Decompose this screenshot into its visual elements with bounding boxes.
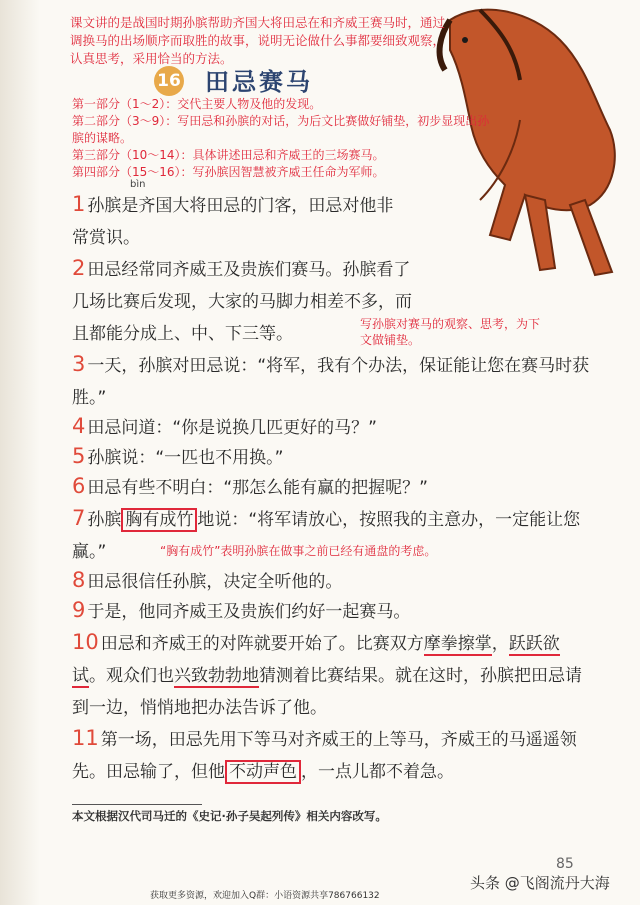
paragraph-text: 。观众们也 (89, 666, 174, 686)
promo-footer: 获取更多资源，欢迎加入Q群：小语资源共享786766132 (150, 891, 380, 901)
paragraph-text: ，一点儿都不着急。 (301, 762, 454, 782)
margin-note-observation: 写孙膑对赛马的观察、思考，为下文做铺垫。 (360, 317, 541, 347)
paragraph-10 (72, 626, 592, 724)
outline-part-1: 第一部分（1～2）：交代主要人物及他的发现。 (72, 97, 322, 111)
underlined-phrase: 跃跃欲试 (72, 634, 560, 686)
paragraph-8 (72, 564, 592, 598)
paragraph-text: 猜测着比赛结果。就在这时，孙膑把田忌请到一边，悄悄地把办法告诉了他。 (72, 666, 582, 718)
outline-part-4: 第四部分（15～16）：写孙膑因智慧被齐威王任命为军师。 (72, 165, 385, 179)
page-margin-shadow (0, 0, 40, 905)
paragraph-number: 3 (72, 352, 86, 376)
paragraph-text: 孙膑 (87, 510, 122, 530)
watermark: 头条 @飞阁流丹大海 (470, 874, 610, 892)
paragraph-text: 地说：“将军请放心，按照我的主意办，一定能让您赢。” (72, 510, 581, 562)
paragraph-4 (72, 410, 592, 444)
paragraph-number: 9 (72, 598, 86, 622)
footnote: 本文根据汉代司马迁的《史记·孙子吴起列传》相关内容改写。 (72, 809, 387, 823)
paragraph-number: 1 (72, 192, 86, 216)
paragraph-11 (72, 722, 592, 788)
outline-part-2: 第二部分（3～9）：写田忌和孙膑的对话，为后文比赛做好铺垫，初步显现出孙膑的谋略。 (72, 114, 490, 145)
footnote-divider (72, 804, 202, 805)
page-number: 85 (556, 856, 574, 872)
paragraph-6 (72, 470, 592, 504)
paragraph-text: 田忌问道：“你是说换几匹更好的马？” (87, 418, 377, 438)
paragraph-number: 4 (72, 414, 86, 438)
outline-part-3: 第三部分（10～14）：具体讲述田忌和齐威王的三场赛马。 (72, 148, 385, 162)
margin-note-idiom: “胸有成竹”表明孙膑在做事之前已经有通盘的考虑。 (160, 544, 437, 558)
paragraph-text: 田忌有些不明白：“那怎么能有赢的把握呢？” (87, 478, 428, 498)
lesson-title: 田忌赛马 (205, 68, 313, 96)
paragraph-text: 孙膑是齐国大将田忌的门客，田忌对他非常赏识。 (72, 196, 394, 248)
boxed-idiom: 胸有成竹 (121, 508, 197, 532)
lesson-intro-note: 课文讲的是战国时期孙膑帮助齐国大将田忌在和齐威王赛马时，通过调换马的出场顺序而取胜的故事，说明无论做什么事都要细致观察，认真思考，采用恰当的方法。 (70, 15, 446, 66)
paragraph-9 (72, 594, 592, 628)
paragraph-number: 7 (72, 506, 86, 530)
paragraph-number: 2 (72, 256, 86, 280)
paragraph-text: 一天，孙膑对田忌说：“将军，我有个办法，保证能让您在赛马时获胜。” (72, 356, 590, 408)
boxed-idiom: 不动声色 (225, 760, 301, 784)
paragraph-text: 田忌很信任孙膑，决定全听他的。 (87, 572, 343, 592)
paragraph-number: 6 (72, 474, 86, 498)
paragraph-text: 田忌经常同齐威王及贵族们赛马。孙膑看了几场比赛后发现，大家的马脚力相差不多，而且都能分成上、中、下三等。 (72, 260, 412, 344)
paragraph-number: 8 (72, 568, 86, 592)
paragraph-text: 于是，他同齐威王及贵族们约好一起赛马。 (87, 602, 411, 622)
pinyin-annotation: bìn (130, 179, 146, 190)
paragraph-text: 第一场，田忌先用下等马对齐威王的上等马，齐威王的马遥遥领先。田忌输了，但他 (72, 730, 577, 782)
paragraph-number: 10 (72, 630, 99, 654)
underlined-phrase: 兴致勃勃地 (174, 666, 259, 686)
paragraph-text: ， (491, 634, 509, 654)
paragraph-5 (72, 440, 592, 474)
paragraph-text: 孙膑说：“一匹也不用换。” (87, 448, 284, 468)
paragraph-1 (72, 188, 402, 254)
lesson-number-badge: 16 (154, 66, 184, 96)
paragraph-text: 田忌和齐威王的对阵就要开始了。比赛双方 (100, 634, 424, 654)
underlined-phrase: 摩拳擦掌 (423, 634, 492, 654)
paragraph-number: 5 (72, 444, 86, 468)
paragraph-number: 11 (72, 726, 99, 750)
paragraph-3 (72, 348, 592, 414)
